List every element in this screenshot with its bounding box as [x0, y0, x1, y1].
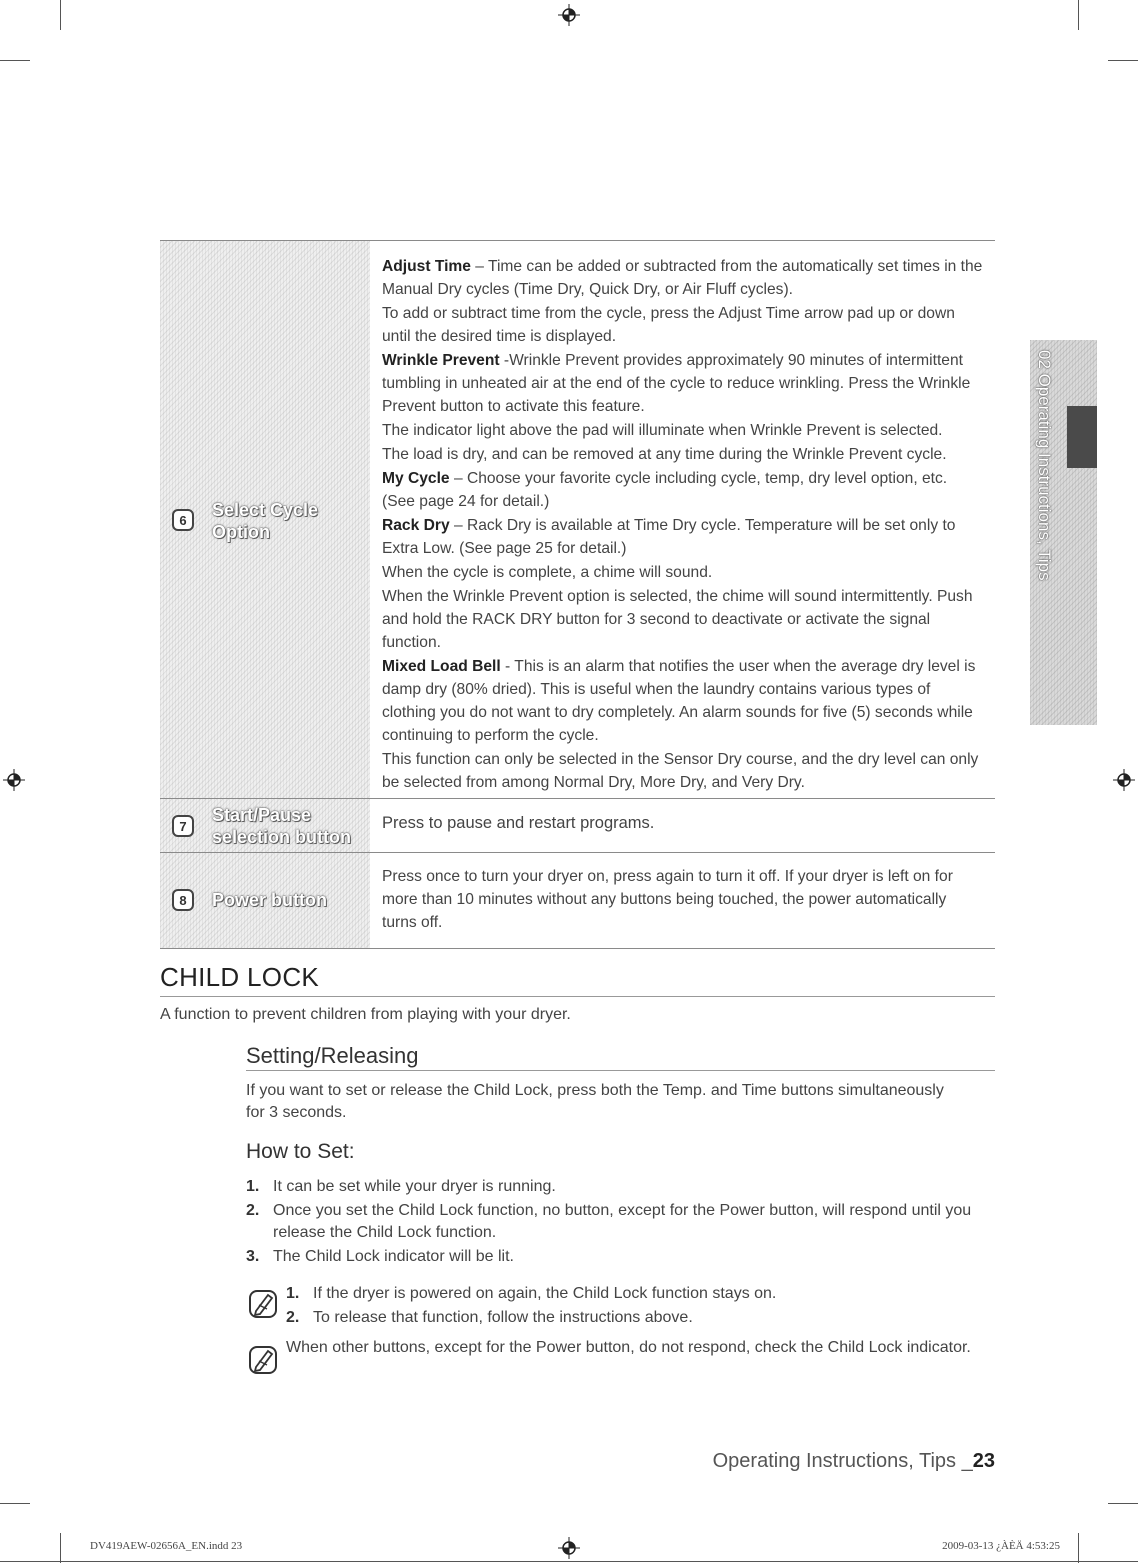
- registration-mark-icon: [3, 769, 25, 791]
- print-slug-date: 2009-03-13 ¿ÀÈÄ 4:53:25: [942, 1540, 1060, 1552]
- chapter-tab-label: 02 Operating Instructions, Tips: [1035, 350, 1054, 581]
- list-item: 3. The Child Lock indicator will be lit.: [246, 1248, 514, 1265]
- feature-label: Select Cycle Option: [212, 500, 319, 542]
- page-footer: [600, 1450, 995, 1473]
- list-item: 2. To release that function, follow the instructions above.: [286, 1309, 693, 1326]
- bottom-rule: [0, 1561, 1138, 1562]
- feature-paragraph: Rack Dry – Rack Dry is available at Time Dry cycle. Temperature will be set only to Extra Low. (See page 25 for detail.): [382, 517, 956, 557]
- feature-label-cell: [160, 241, 370, 798]
- registration-mark-icon: [558, 1537, 580, 1559]
- note-list: [286, 1283, 776, 1331]
- section-rule: [160, 996, 995, 997]
- feature-description: Press once to turn your dryer on, press again to turn it off. If your dryer is left on for more than 10 minutes without any buttons being touched, the power automatically turns off.: [382, 868, 953, 931]
- crop-mark: [1078, 0, 1079, 30]
- crop-mark: [1078, 1533, 1079, 1563]
- feature-number-badge: 6: [172, 509, 194, 531]
- feature-paragraph: This function can only be selected in the Sensor Dry course, and the dry level can only be selected from among Normal Dry, More Dry, and Very Dry.: [382, 751, 979, 791]
- setting-instructions: If you want to set or release the Child Lock, press both the Temp. and Time buttons simultaneously for 3 seconds.: [246, 1082, 944, 1121]
- feature-label-cell: [160, 853, 370, 948]
- print-slug-file: DV419AEW-02656A_EN.indd 23: [90, 1540, 243, 1552]
- feature-paragraph: My Cycle – Choose your favorite cycle including cycle, temp, dry level option, etc. (See page 24 for detail.): [382, 470, 948, 510]
- registration-mark-icon: [1113, 769, 1135, 791]
- table-row: [160, 798, 995, 852]
- note-icon: [247, 1343, 279, 1375]
- crop-mark: [60, 1533, 61, 1563]
- list-item: 1. It can be set while your dryer is running.: [246, 1178, 556, 1195]
- feature-paragraph: Mixed Load Bell - This is an alarm that notifies the user when the average dry level is damp dry (80% dried). This is useful when the laundry contains various types of clothing you do not want to dry completely. An alarm sounds for five (5) seconds while continuing to perform the cycle.: [382, 658, 976, 744]
- registration-mark-icon: [558, 4, 580, 26]
- list-item: 2. Once you set the Child Lock function, no button, except for the Power button, will respond until you release the Child Lock function.: [246, 1202, 972, 1241]
- feature-description: Press to pause and restart programs.: [382, 814, 655, 832]
- crop-mark: [1108, 60, 1138, 61]
- table-row: [160, 240, 995, 798]
- list-item: 1. If the dryer is powered on again, the Child Lock function stays on.: [286, 1285, 777, 1302]
- feature-paragraph: When the Wrinkle Prevent option is selected, the chime will sound intermittently. Push and hold the RACK DRY button for 3 second to deactivate or activate the signal function.: [382, 588, 973, 651]
- feature-number-badge: 8: [172, 889, 194, 911]
- feature-paragraph: When the cycle is complete, a chime will sound.: [382, 564, 713, 581]
- subsection-title: Setting/Releasing: [246, 1043, 419, 1068]
- steps-list: [246, 1176, 986, 1270]
- feature-paragraph: The load is dry, and can be removed at any time during the Wrinkle Prevent cycle.: [382, 446, 947, 463]
- crop-mark: [0, 60, 30, 61]
- page-number: 23: [972, 1450, 995, 1472]
- feature-number-badge: 7: [172, 815, 194, 837]
- subsection-rule: [246, 1070, 995, 1071]
- crop-mark: [60, 0, 61, 30]
- section-intro: A function to prevent children from playing with your dryer.: [160, 1006, 571, 1023]
- how-to-set-title: How to Set:: [246, 1140, 355, 1163]
- feature-description: [370, 241, 995, 798]
- note-icon: [247, 1287, 279, 1319]
- feature-paragraph: To add or subtract time from the cycle, press the Adjust Time arrow pad up or down until the desired time is displayed.: [382, 305, 955, 345]
- control-panel-table: [160, 240, 995, 949]
- feature-label-cell: [160, 799, 370, 852]
- footer-section-label: Operating Instructions, Tips _: [712, 1450, 973, 1472]
- feature-label: Start/Pause selection button: [212, 805, 351, 847]
- feature-label: Power button: [212, 890, 327, 910]
- note-text: When other buttons, except for the Power button, do not respond, check the Child Lock indicator.: [286, 1339, 971, 1356]
- feature-paragraph: Adjust Time – Time can be added or subtracted from the automatically set times in the Manual Dry cycles (Time Dry, Quick Dry, or Air Fluff cycles).: [382, 258, 983, 298]
- feature-paragraph: The indicator light above the pad will illuminate when Wrinkle Prevent is selected.: [382, 422, 943, 439]
- section-title: CHILD LOCK: [160, 962, 320, 992]
- crop-mark: [0, 1503, 30, 1504]
- table-row: [160, 852, 995, 949]
- feature-paragraph: Wrinkle Prevent -Wrinkle Prevent provides approximately 90 minutes of intermittent tumbling in unheated air at the end of the cycle to reduce wrinkling. Press the Wrinkle Prevent button to activate this feature.: [382, 352, 971, 415]
- crop-mark: [1108, 1503, 1138, 1504]
- chapter-side-tab: [1030, 340, 1097, 725]
- chapter-tab-marker: [1067, 406, 1097, 468]
